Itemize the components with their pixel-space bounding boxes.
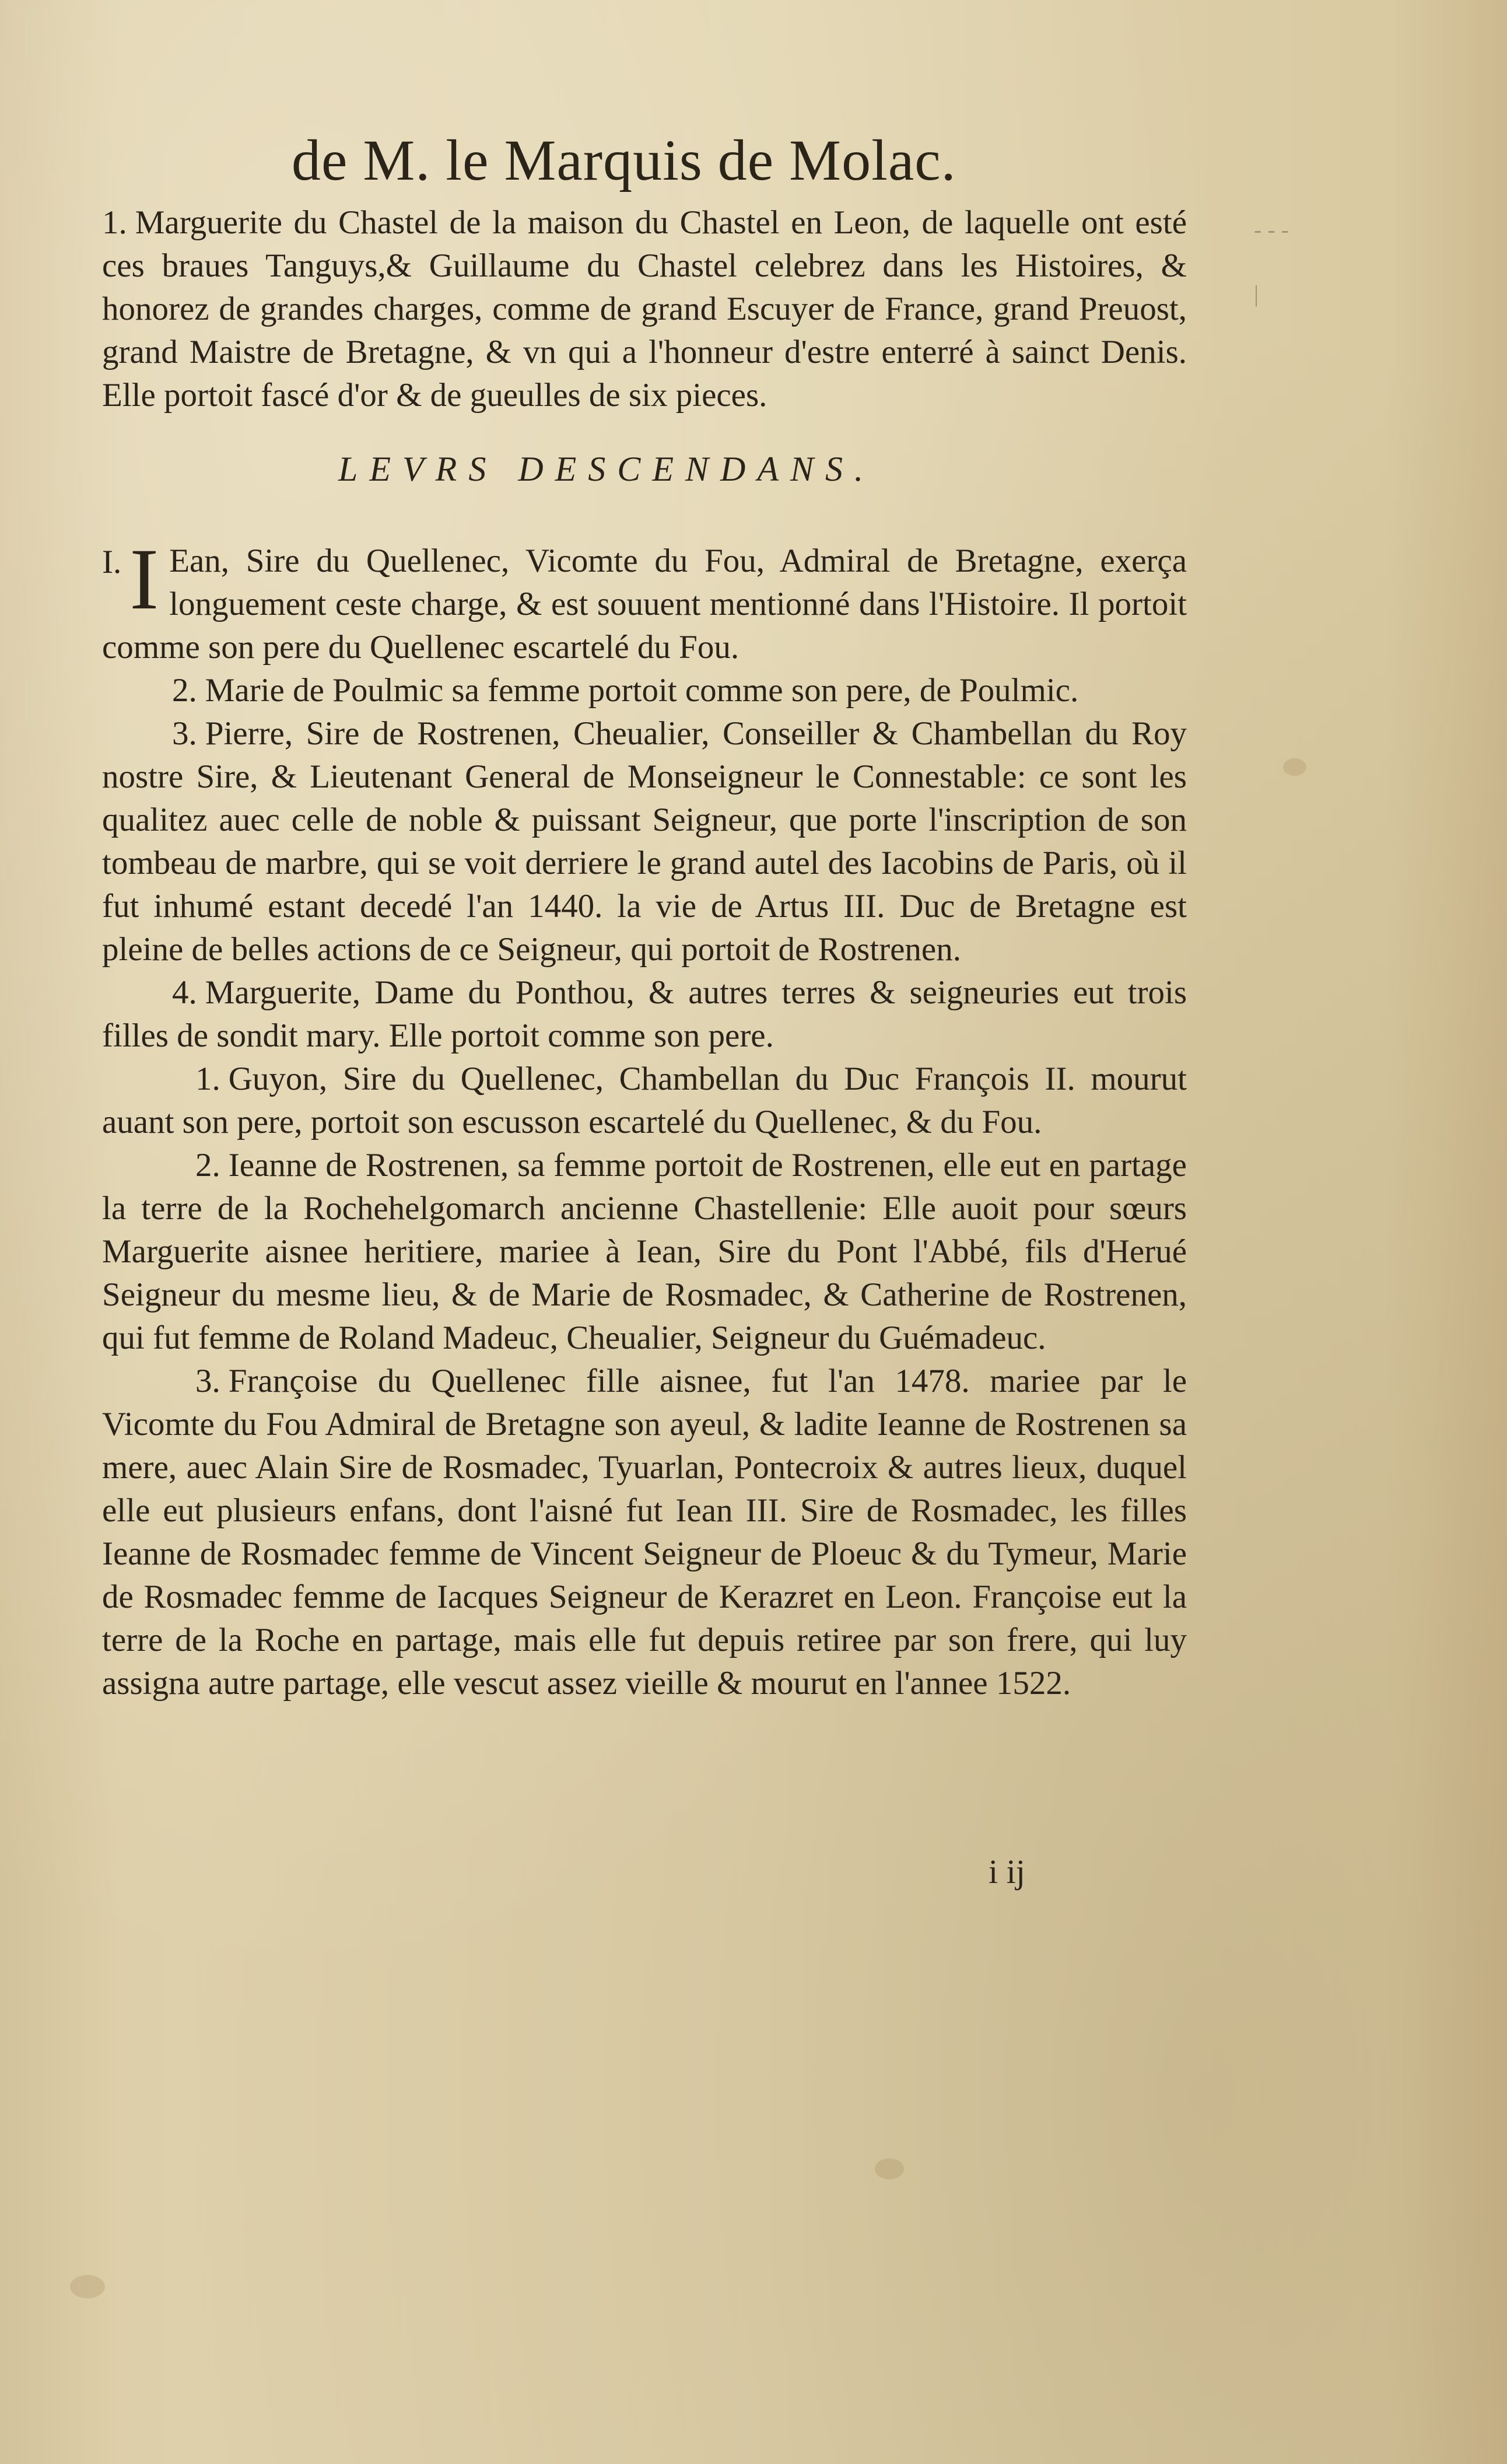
margin-mark: | [1254, 281, 1259, 307]
stain [1283, 758, 1306, 776]
descendants-list [102, 531, 1187, 1705]
paragraph-number: 2. [195, 1147, 220, 1184]
entry [102, 712, 1187, 971]
paragraph-text: Marguerite du Chastel de la maison du Chastel en Leon, de laquelle ont esté ces braues Tanguys,& Guillaume du Chastel celebrez dans les Histoires, & honorez de grandes charges, comme de grand Escuyer de France, grand Preuost, grand Maistre de Bretagne, & vn qui a l'honneur d'estre enterré à sainct Denis. Elle portoit fascé d'or & de gueulles de six pieces. [102, 204, 1187, 414]
paragraph-number: I. [102, 544, 122, 580]
paragraph-number: 4. [172, 974, 197, 1011]
running-title: de M. le Marquis de Molac. [292, 128, 956, 192]
stain [875, 2158, 904, 2179]
intro-paragraph [102, 201, 1187, 417]
entry [102, 1058, 1187, 1144]
drop-capital: I [129, 531, 159, 628]
paragraph-text: Ieanne de Rostrenen, sa femme portoit de Rostrenen, elle eut en partage la terre de la Rochehelgomarch ancienne Chastellenie: Elle auoit pour sœurs Marguerite aisnee heritiere, mariee à Iean, Sire du Pont l'Abbé, fils d'Herué Seigneur du mesme lieu, & de Marie de Rosmadec, & Catherine de Rostrenen, qui fut femme de Roland Madeuc, Cheualier, Seigneur du Guémadeuc. [102, 1147, 1187, 1356]
section-heading: LEVRS DESCENDANS. [338, 450, 875, 488]
paragraph-text: Guyon, Sire du Quellenec, Chambellan du Duc François II. mourut auant son pere, portoit son escusson escartelé du Quellenec, & du Fou. [102, 1060, 1187, 1140]
stain [70, 2275, 105, 2298]
paragraph-text: Marguerite, Dame du Ponthou, & autres terres & seigneuries eut trois filles de sondit mary. Elle portoit comme son pere. [102, 974, 1187, 1054]
margin-mark: - - - [1254, 216, 1289, 243]
entry [102, 669, 1187, 712]
paragraph-text: Ean, Sire du Quellenec, Vicomte du Fou, Admiral de Bretagne, exerça longuement ceste charge, & est souuent mentionné dans l'Histoire. Il portoit comme son pere du Quellenec escartelé du Fou. [102, 542, 1187, 666]
paragraph-number: 3. [195, 1363, 220, 1399]
entry [102, 1360, 1187, 1705]
paragraph-number: 1. [195, 1060, 220, 1097]
entry [102, 1144, 1187, 1360]
paragraph-number: 3. [172, 715, 197, 752]
entry [102, 531, 1187, 669]
paragraph-number: 1. [102, 204, 127, 241]
paragraph-text: Françoise du Quellenec fille aisnee, fut l'an 1478. mariee par le Vicomte du Fou Admiral de Bretagne son ayeul, & ladite Ieanne de Rostrenen sa mere, auec Alain Sire de Rosmadec, Tyuarlan, Pontecroix & autres lieux, duquel elle eut plusieurs enfans, dont l'aisné fut Iean III. Sire de Rosmadec, les filles Ieanne de Rosmadec femme de Vincent Seigneur de Ploeuc & du Tymeur, Marie de Rosmadec femme de Iacques Seigneur de Kerazret en Leon. Françoise eut la terre de la Roche en partage, mais elle fut depuis retiree par son frere, qui luy assigna autre partage, elle vescut assez vieille & mourut en l'annee 1522. [102, 1363, 1187, 1702]
paragraph-text: Marie de Poulmic sa femme portoit comme son pere, de Poulmic. [205, 672, 1079, 709]
paragraph-text: Pierre, Sire de Rostrenen, Cheualier, Conseiller & Chambellan du Roy nostre Sire, & Lieutenant General de Monseigneur le Connestable: ce sont les qualitez auec celle de noble & puissant Seigneur, que porte l'inscription de son tombeau de marbre, qui se voit derriere le grand autel des Iacobins de Paris, où il fut inhumé estant decedé l'an 1440. la vie de Artus III. Duc de Bretagne est pleine de belles actions de ce Seigneur, qui portoit de Rostrenen. [102, 715, 1187, 968]
entry [102, 971, 1187, 1058]
paragraph-number: 2. [172, 672, 197, 709]
signature-mark: i ij [989, 1853, 1025, 1891]
